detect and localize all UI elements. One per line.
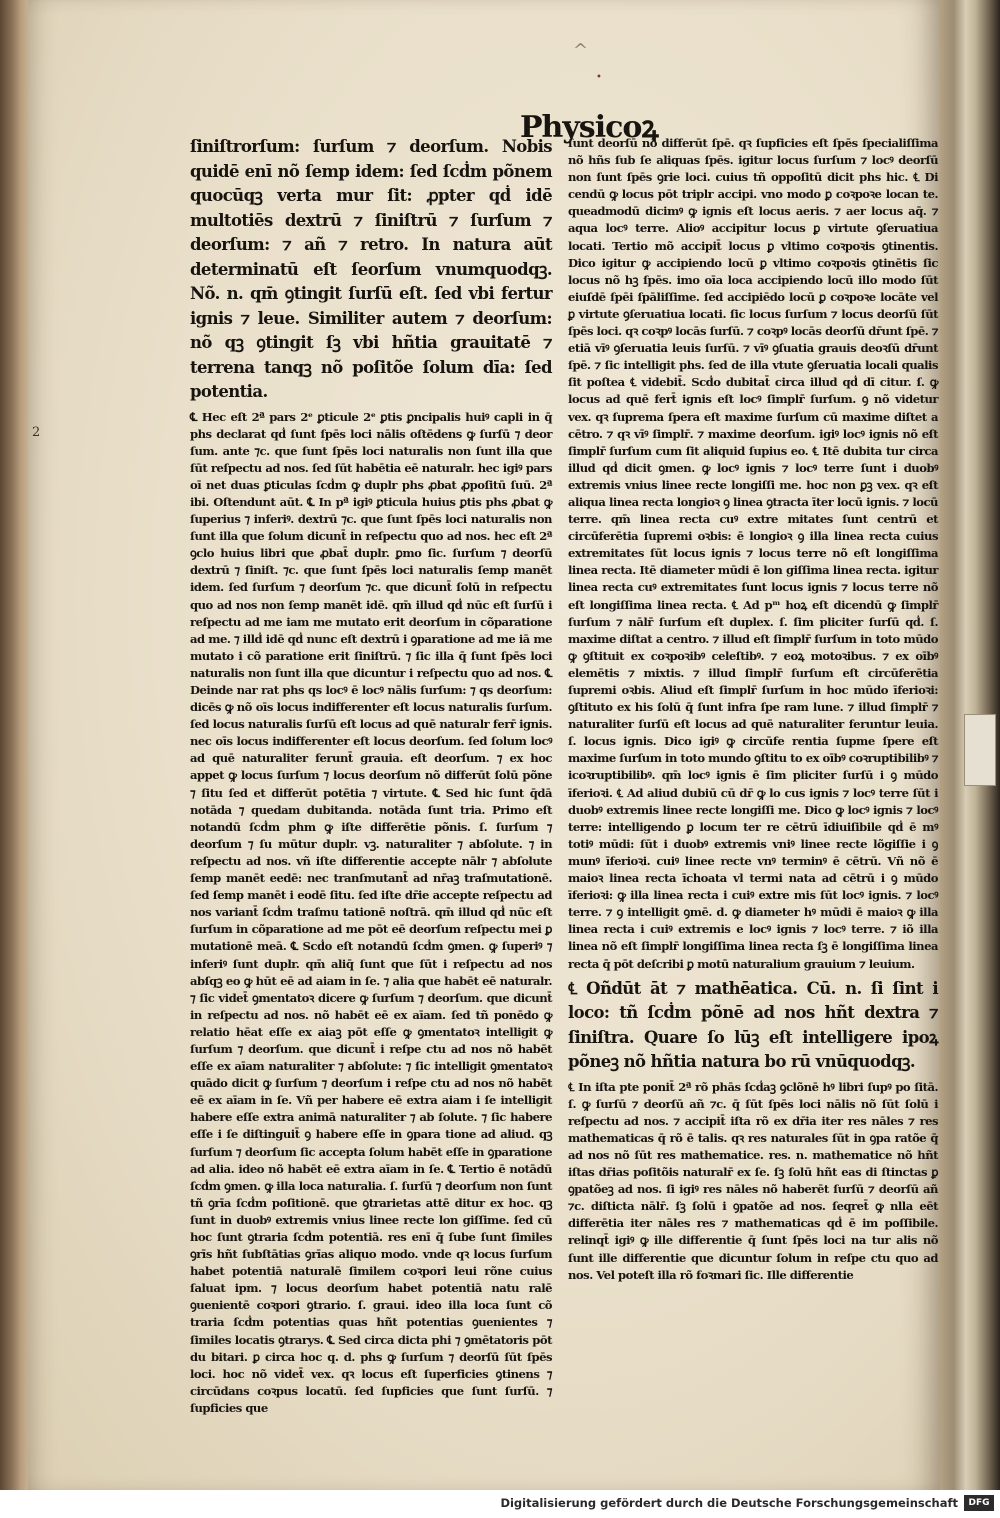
margin-note: 2 — [32, 425, 41, 440]
bookmark-slip — [964, 714, 996, 786]
commentary-passage: ſunt deorſū nõ differūt ſpē. qꝛ ſupficies eſt ſpēs ſpecialiſſima nõ hñs ſub ſe aliquas ſpēs. igitur locus ſurſum ⁊ locꝰ deorſū non ſunt ſpēs ꝯrie loci. cuius tñ oppoſitū dicit phs hic. ℄ Di cendū ꝙ locus pōt triplr accipi. vno modo ꝑ coꝛpoꝛe locan te. queadmodū dicimꝰ ꝙ ignis eſt locus aeris. ⁊ aer locus aq̄. ⁊ aqua locꝰ terre. Alioꝰ accipitur locus ꝑ virtute ꝯſeruatiua locati. Tertio mõ accipit̄ locus ꝑ vltimo coꝛpoꝛis ꝯtinentis. Dico igitur ꝙ accipiendo locū ꝑ vltimo coꝛpoꝛis ꝯtinētis ſic locus nõ hꝫ ſpēs. imo oīa loca accipiendo locū illo modo ſūt eiuſdē ſpēi ſpāliſſime. ſed accipiēdo locū ꝑ coꝛpoꝛe locāte vel ꝑ virtute ꝯſeruatiua locati. ſic locus ſurſum ⁊ locus deorſū ſūt ſpēs loci. qꝛ coꝛpꝰ locās ſurſū. ⁊ coꝛpꝰ locās deorſū dr̄unt ſpē. ⁊ etiā vīꝰ ꝯſeruatia leuis ſurſū. ⁊ vīꝰ ꝯſuatia grauis deoꝛſū dr̄unt ſpē. ⁊ ſic intelligit phs. ſed de illa vtute ꝯſeruatia locali qualis ſit poſtea ℄ videbit̄. Scḋo dubitat̄ circa illud qḋ dī citur. ſ. ꝙ locus ad quē fert̄ ignis eſt locꝰ ſimplr̄ ſurſum. ꝯ nõ videtur vex. qꝛ ſuprema ſpera eſt maxime ſurſum cū maxime diſtet a cētro. ⁊ qꝛ vīꝰ ſimplr̄. ⁊ maxime deorſum. igiꝰ locꝰ ignis nõ eſt ſimplr̄ ſurſum cum ſit aliquid ſupius eo. ℄ Itē dubita tur circa illud qḋ dicit ꝯmen. ꝙ locꝰ ignis ⁊ locꝰ terre ſunt i duobꝰ extremis vnius linee recte longiſſi me. hoc non ꝑꝫ vex. qꝛ eſt aliqua linea recta longioꝛ ꝯ linea ꝯtracta īter locū ignis. ⁊ locū terre. qm̄ linea recta cuꝰ extre mitates ſunt centrū et circūferētia ſupremi oꝛbis: ē longioꝛ ꝯ illa linea recta cuius extremitates ſūt locus ignis ⁊ locus terre nõ eſt longiſſima linea recta. Itē diameter mūdi ē lon giſſima linea recta. igitur linea recta cuꝰ extremitates ſunt locus ignis ⁊ locus terre nõ eſt longiſſima linea recta. ℄ Ad pᵐ hoꝝ eſt dicendū ꝙ ſimplr̄ ſurſum ⁊ nālr̄ ſurſum eſt duplex. ſ. ſim pliciter ſurſū qḋ. ſ. maxime diſtat a centro. ⁊ illud eſt ſimplr̄ ſurſum in toto mūdo ꝙ ꝯſtituit ex coꝛpoꝛibꝰ celeſtibꝰ. ⁊ eoꝝ motoꝛibus. ⁊ ex oībꝰ elemētis ⁊ mixtis. ⁊ illud ſimplr̄ ſurſum eſt circūferētia ſupremi oꝛbis. Aliud eſt ſimplr̄ ſurſum in hoc mūdo īferioꝛi: ꝯſtituto ex his ſolū q̄ ſunt infra ſpe ram lune. ⁊ illud ſimplr̄ ⁊ naturaliter ſurſū eſt locus ad quē naturaliter feruntur leuia. ſ. locus ignis. Dico igiꝰ ꝙ circūfe rentia ſupme ſpere eſt maxime ſurſum in toto mundo ꝯſtitu to ex oībꝰ coꝛruptibilibꝰ ⁊ icoꝛruptibilibꝰ. qm̄ locꝰ ignis ē ſim pliciter ſurſū i ꝯ mūdo īferioꝛi. ℄ Ad aliud dubiū cū dr̄ ꝙ lo cus ignis ⁊ locꝰ terre ſūt i duobꝰ extremis linee recte longiſſi me. Dico ꝙ locꝰ ignis ⁊ locꝰ terre: intelligendo ꝑ locum ter re cētrū īdiuiſibile qḋ ē mꝰ totiꝰ mūdi: ſūt i duobꝰ extremis vniꝰ linee recte lõgiſſie i ꝯ munꝰ īferioꝛi. cuiꝰ linee recte vnꝰ terminꝰ ē cētrū. Vñ nõ ē maioꝛ linea recta īchoata vl termi nata ad cētrū i ꝯ mūdo īferioꝛi: ꝙ illa linea recta i cuiꝰ extre mis ſūt locꝰ ignis. ⁊ locꝰ terre. ⁊ ꝯ intelligit ꝯmē. d. ꝙ diameter hꝰ mūdi ē maioꝛ ꝙ illa linea recta i cuiꝰ extremis e locꝰ ignis ⁊ locꝰ terre. ⁊ iõ illa linea nõ eſt ſimplr̄ longiſſima linea recta ſꝫ ē longiſſima linea recta q̄ pōt deſcribi ꝑ motū naturalium grauium ⁊ leuium. — [568, 136, 938, 971]
ink-dot: • — [596, 72, 602, 83]
commentary-passage: ℄ In iſta pte ponit̄ 2ª rõ phās ſcḋaꝫ ꝯclõnē hꝰ libri ſupꝰ po ſitā. ſ. ꝙ ſurſū ⁊ deorſū añ ⁊c. q̄ ſūt ſpēs loci nālis nõ ſūt ſolū i reſpectu ad nos. ⁊ accipit̄ iſta rõ ex dr̄ia iter res nāles ⁊ res mathematicas q̄ rõ ē talis. qꝛ res naturales ſūt in ꝯpa ratõe q̄ ad nos nõ ſūt res mathematice. res. n. mathematice nõ hñt iſtas dr̄ias poſitõis naturalr̄ ex ſe. ſꝫ ſolū hñt eas di ſtinctas ꝑ ꝯpatõeꝫ ad nos. ſi igiꝰ res nāles nõ haberēt ſurſū ⁊ deorſū añ ⁊c. diſticta nālr̄. ſꝫ ſolū i ꝯpatõe ad nos. ſeqret̄ ꝙ nlla eēt differētia iter nāles res ⁊ mathematicas qḋ ē im poſſibile. relinqt̄ igiꝰ ꝙ ille differentie q̄ ſunt ſpēs loci na tur alis nõ ſunt ille differentie que dicuntur ſolum in reſpe ctu quo ad nos. Vel poteſt illa rõ foꝛmari ſic. Ille differentie — [568, 1079, 938, 1282]
text-column-left — [190, 135, 552, 1417]
digitization-footer — [0, 1490, 1000, 1518]
book-edge-left — [0, 0, 30, 1490]
funding-note: Digitalisierung gefördert durch die Deutsche Forschungsgemeinschaft — [500, 1496, 958, 1510]
text-passage: ℄ Oñdūt āt ⁊ mathēatica. Cū. n. ſi ſint i loco: tñ ſcḋm põnē ad nos hñt dextra ⁊ ſiniſtra. Quare ſo lūꝫ eſt intelligere ipoꝝ põneꝫ nõ hñtia natura bo rū vnūquodqꝫ. — [568, 978, 938, 1072]
text-passage: ſiniſtrorſum: ſurſum ⁊ deorſum. Nobis quidē enī nõ ſemp idem: ſed ſcḋm põnem quocūqꝫ verta mur ſit: ꝓpter qḋ idē multotiēs dextrū ⁊ ſiniſtrū ⁊ ſurſum ⁊ deorſum: ⁊ añ ⁊ retro. In natura aūt determinatū eſt ſeorſum vnumquodqꝫ. Nõ. n. qm̄ ꝯtingit ſurſū eſt. ſed vbi fertur ignis ⁊ leue. Similiter autem ⁊ deorſum: nõ qꝫ ꝯtingit ſꝫ vbi hñtia grauitatē ⁊ terrena tanqꝫ nõ poſitõe ſolum dīa: ſed potentia. — [190, 137, 552, 401]
running-head: Physicoꝝ — [520, 110, 658, 145]
dfg-logo: DFG — [964, 1495, 994, 1511]
commentary-passage: ℄ Hec eſt 2ª pars 2ᵉ ꝑticule 2ᵉ ꝑtis ꝑncipalis huiꝰ capli in q̄ phs declarat qḋ ſunt ſpēs loci nālis oſtēdens ꝙ ſurſū ⁊ deor ſum. ante ⁊c. que ſunt ſpēs loci naturalis non ſunt illa que ſūt reſpectu ad nos. ſed ſūt habētia eē naturalr. hec igiꝰ pars oī net duas ꝑticulas ſcḋm ꝙ duplr phs ꝓbat ꝓpoſitū ſuū. 2ª ibi. Oſtendunt aūt. ℄ In pª igiꝰ ꝑticula huius ꝑtis phs ꝓbat ꝙ ſuperius ⁊ inferiꝰ. dextrū ⁊c. que ſunt ſpēs loci naturalis non ſunt illa que ſolum dicunt̄ in reſpectu quo ad nos. hec eſt 2ª ꝯclo huius libri que ꝓbat̄ duplr. ꝑmo ſic. ſurſum ⁊ deorſū dextrū ⁊ ſiniſt. ⁊c. que ſunt ſpēs loci naturalis ſemp manēt idem. ſed ſurſum ⁊ deorſum ⁊c. que dicunt̄ ſolū in reſpectu quo ad nos non ſemp manēt idē. qm̄ illud qḋ nūc eſt ſurſū i reſpectu ad me iam me mutato erit deorſum in cõparatione ad me. ⁊ illḋ idē qḋ nunc eſt dextrū i ꝯparatione ad me iā me mutato i cõ paratione erit ſiniſtrū. ⁊ ſic illa q̄ ſunt ſpēs loci naturalis non ſunt illa que dicuntur i reſpectu quo ad nos. ℄ Deinde nar rat phs qs locꝰ ē locꝰ nālis ſurſum: ⁊ qs deorſum: dicēs ꝙ nõ oīs locus indifferenter eſt locus naturalis ſurſum. ſed locus naturalis ſurſū eſt locus ad quē naturalr ferr̄ ignis. nec oīs locus indifferenter eſt locus deorſum. ſed ſolum locꝰ ad quē naturaliter ferunt̄ grauia. eſt deorſum. ⁊ ex hoc appet ꝙ locus ſurſum ⁊ locus deorſum nõ differūt ſolū põne ⁊ ſitu ſed et differūt potētia ⁊ virtute. ℄ Sed hic ſunt q̄dā notāda ⁊ quedam dubitanda. notāda ſunt tria. Primo eſt notandū ſcḋm phm ꝙ iſte differētie põnis. ſ. ſurſum ⁊ deorſum ⁊ ſu mūtur duplr. vꝫ. naturaliter ⁊ abſolute. ⁊ in reſpectu ad nos. vñ iſte differentie accepte nālr ⁊ abſolute ſemp manēt eedē: nec tranſmutant̄ ad nr̄aꝫ traſmutationē. ſed ſemp manēt i eodē ſitu. ſed iſte dr̄ie accepte reſpectu ad nos variant̄ ſcḋm traſmu tationē noſtrā. qm̄ illud qḋ nūc eſt ſurſum in cõparatione ad me pōt eē deorſum reſpectu mei ꝑ mutationē meā. ℄ Scḋo eſt notandū ſcḋm ꝯmen. ꝙ ſuperiꝰ ⁊ inferiꝰ ſunt duplr. qm̄ aliq̄ ſunt que ſūt i reſpectu ad nos abſqꝫ eo ꝙ hūt eē ad aiam in ſe. ⁊ alia que habēt eē naturalr. ⁊ ſic videt̄ ꝯmentatoꝛ dicere ꝙ ſurſum ⁊ deorſum. que dicunt̄ in reſpectu ad nos. nõ habēt eē ex aīam. ſed tñ ponēdo ꝙ relatio hēat eſſe ex aiaꝫ pōt eſſe ꝙ ꝯmentatoꝛ intelligit ꝙ ſurſum ⁊ deorſum. que dicunt̄ i reſpe ctu ad nos nõ habēt eſſe ex aīam naturaliter ⁊ abſolute: ⁊ ſic intelligit ꝯmentatoꝛ quādo dicit ꝙ ſurſum ⁊ deorſum i reſpe ctu ad nos nõ habēt eē ex aīam in ſe. Vñ per habere eē extra aiam i ſe intelligit habere eſſe extra animā naturaliter ⁊ ab ſolute. ⁊ ſic habere eſſe i ſe diſtinguit̄ ꝯ habere eſſe in ꝯpara tione ad aliud. qꝫ ſurſum ⁊ deorſum ſic accepta ſolum habēt eſſe in ꝯparatione ad alia. ideo nõ habēt eē extra aīam in ſe. ℄ Tertio ē notādū ſcḋm ꝯmen. ꝙ illa loca naturalia. ſ. ſurſū ⁊ deorſum non ſunt tñ ꝯrīa ſcḋm poſitionē. que ꝯtrarietas attē ditur ex hoc. qꝫ ſunt in duobꝰ extremis vnius linee recte lon giſſime. ſed cū hoc ſunt ꝯtraria ſcḋm potentiā. res enī q̄ ſube ſunt ſimiles ꝯrīs hñt ſubſtātias ꝯrīas aliquo modo. vnde qꝛ locus ſurſum habet potentiā naturalē ſimilem coꝛpori leui rõne cuius ſaluat ipm. ⁊ locus deorſum habet potentiā natu ralē ꝯuenientē coꝛpori ꝯtrario. ſ. graui. ideo illa loca ſunt cõ traria ſcḋm potentias quas hñt potentias ꝯuenientes ⁊ ſimiles locatis ꝯtrarys. ℄ Sed circa dicta phi ⁊ ꝯmētatoris pōt du bitari. ꝑ circa hoc q. d. phs ꝙ ſurſum ⁊ deorſū ſūt ſpēs loci. hoc nõ videt̄ vex. qꝛ locus eſt ſuperficies ꝯtinens ⁊ circūdans coꝛpus locatū. ſed ſupficies que ſunt ſurſū. ⁊ ſupficies que — [190, 409, 552, 1415]
text-column-right — [568, 135, 938, 1284]
faint-mark: ^ — [573, 40, 589, 61]
